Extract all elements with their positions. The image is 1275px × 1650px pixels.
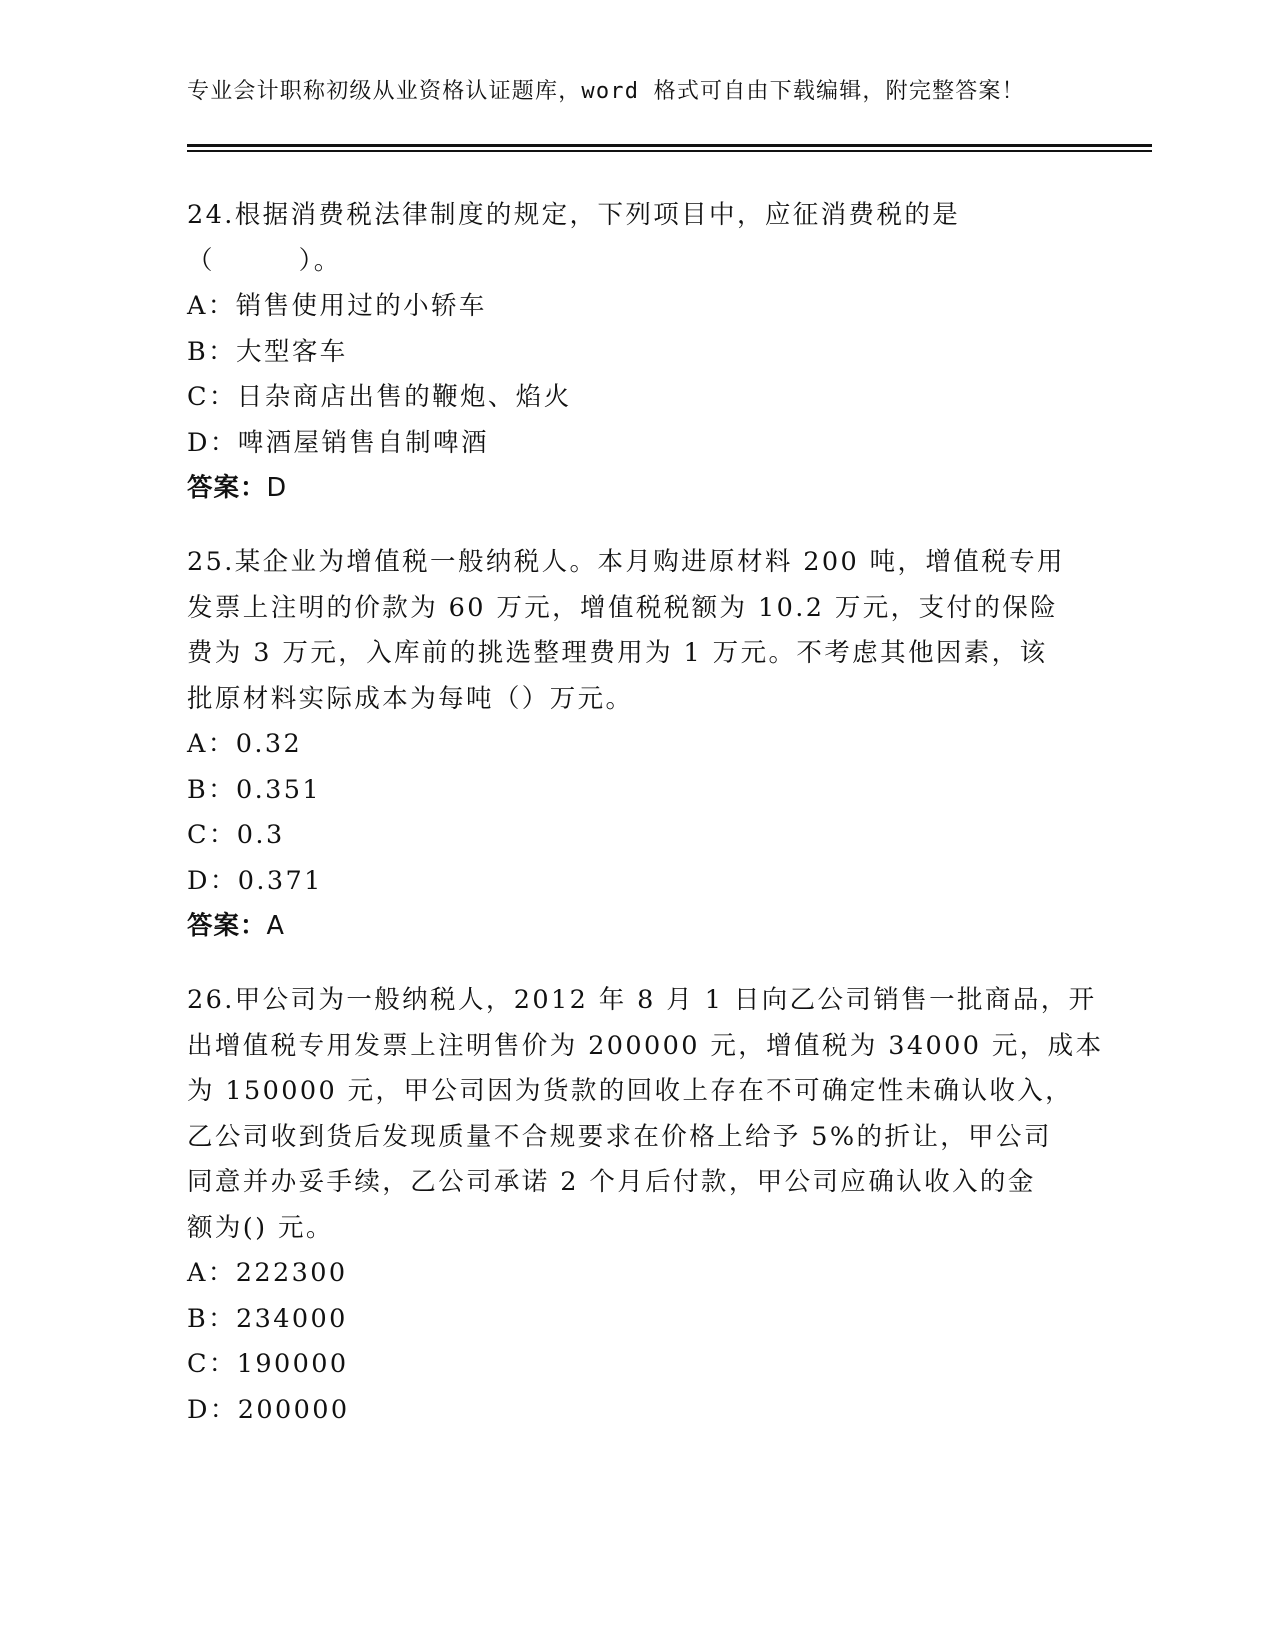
question-25 [187,540,1087,950]
question-stem-line: 乙公司收到货后发现质量不合规要求在价格上给予 5%的折让，甲公司 [187,1121,1052,1152]
question-stem-line: 额为() 元。 [187,1212,334,1243]
page-header: 专业会计职称初级从业资格认证题库，word 格式可自由下载编辑，附完整答案！ [187,79,1025,104]
question-stem-line: 25.某企业为增值税一般纳税人。本月购进原材料 200 吨，增值税专用 [187,547,1065,577]
option-a: A：222300 [187,1258,348,1288]
answer-value: D [266,473,288,503]
option-b: B：大型客车 [187,336,348,367]
question-stem-line: 批原材料实际成本为每吨（）万元。 [187,683,634,714]
option-c: C：日杂商店出售的鞭炮、焰火 [187,382,572,412]
question-stem-line: 费为 3 万元，入库前的挑选整理费用为 1 万元。不考虑其他因素，该 [187,638,1048,668]
question-stem-line: 24.根据消费税法律制度的规定，下列项目中，应征消费税的是 [187,200,961,230]
question-stem-line: 26.甲公司为一般纳税人，2012 年 8 月 1 日向乙公司销售一批商品，开 [187,985,1097,1015]
option-b: B：234000 [187,1303,348,1334]
question-stem-line: （ ）。 [187,245,342,276]
answer-label: 答案： [187,911,267,941]
option-a: A：0.32 [187,729,303,759]
answer-line [187,904,1087,950]
question-26 [187,978,1104,1433]
answer-value: A [266,911,285,941]
option-b: B：0.351 [187,774,322,805]
header-divider-thick [187,144,1152,147]
option-a: A：销售使用过的小轿车 [187,291,487,321]
option-d: D：200000 [187,1394,350,1425]
option-d: D：啤酒屋销售自制啤酒 [187,427,489,458]
option-d: D：0.371 [187,865,323,896]
option-c: C：190000 [187,1349,349,1379]
answer-line [187,466,1087,512]
question-stem-line: 同意并办妥手续，乙公司承诺 2 个月后付款，甲公司应确认收入的金 [187,1167,1036,1197]
header-divider-thin [187,150,1152,152]
question-stem-line: 为 150000 元，甲公司因为货款的回收上存在不可确定性未确认收入， [187,1076,1074,1106]
question-stem-line: 发票上注明的价款为 60 万元，增值税税额为 10.2 万元，支付的保险 [187,592,1059,623]
option-c: C：0.3 [187,820,285,850]
answer-label: 答案： [187,473,267,503]
question-stem-line: 出增值税专用发票上注明售价为 200000 元，增值税为 34000 元，成本 [187,1030,1104,1061]
question-24 [187,193,1087,512]
